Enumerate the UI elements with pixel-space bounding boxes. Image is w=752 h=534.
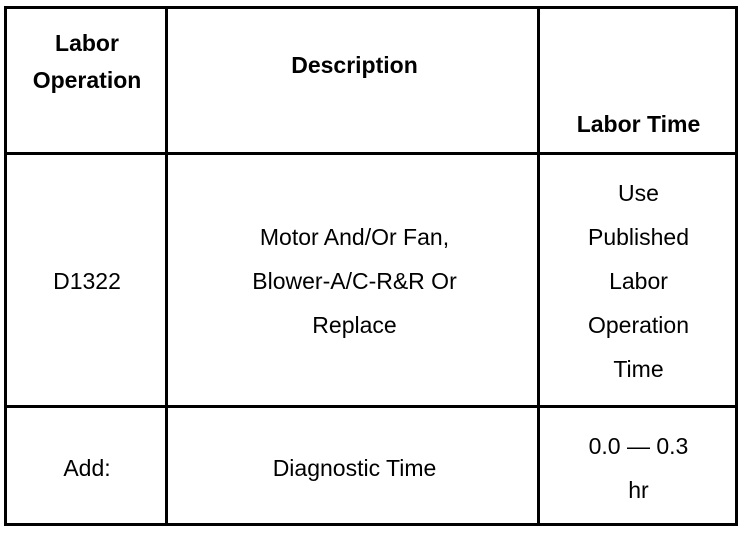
description-line: Replace	[312, 312, 397, 338]
row-2-labor-operation	[7, 409, 167, 526]
labor-time-line: 0.0 — 0.3	[588, 432, 689, 459]
table-right-border	[735, 6, 738, 526]
header-description	[170, 9, 539, 153]
header-labor-operation-line: Labor	[55, 30, 119, 56]
labor-time-line: Labor	[609, 268, 668, 294]
header-labor-operation	[7, 9, 167, 153]
labor-operation-code: D1322	[53, 268, 121, 294]
row-1-labor-operation	[7, 156, 167, 406]
labor-time-line: hr	[628, 476, 649, 503]
row-1-description	[170, 156, 539, 406]
description-line: Motor And/Or Fan,	[259, 224, 450, 250]
labor-time-line: Operation	[587, 312, 689, 338]
header-labor-time-label: Labor Time	[576, 111, 701, 137]
labor-operation-code: Add:	[63, 454, 111, 481]
header-labor-operation-line: Operation	[32, 67, 142, 93]
description-line: Diagnostic Time	[272, 454, 437, 481]
row-2-description	[170, 409, 539, 526]
description-line: Blower-A/C-R&R Or	[252, 268, 457, 294]
row-1-labor-time	[542, 156, 735, 406]
labor-operation-table	[4, 6, 738, 526]
header-description-label: Description	[291, 52, 418, 78]
row-2-labor-time	[542, 409, 735, 526]
labor-time-line: Time	[613, 356, 664, 382]
labor-time-line: Published	[587, 224, 690, 250]
labor-time-line: Use	[618, 180, 659, 206]
header-labor-time	[542, 9, 735, 153]
